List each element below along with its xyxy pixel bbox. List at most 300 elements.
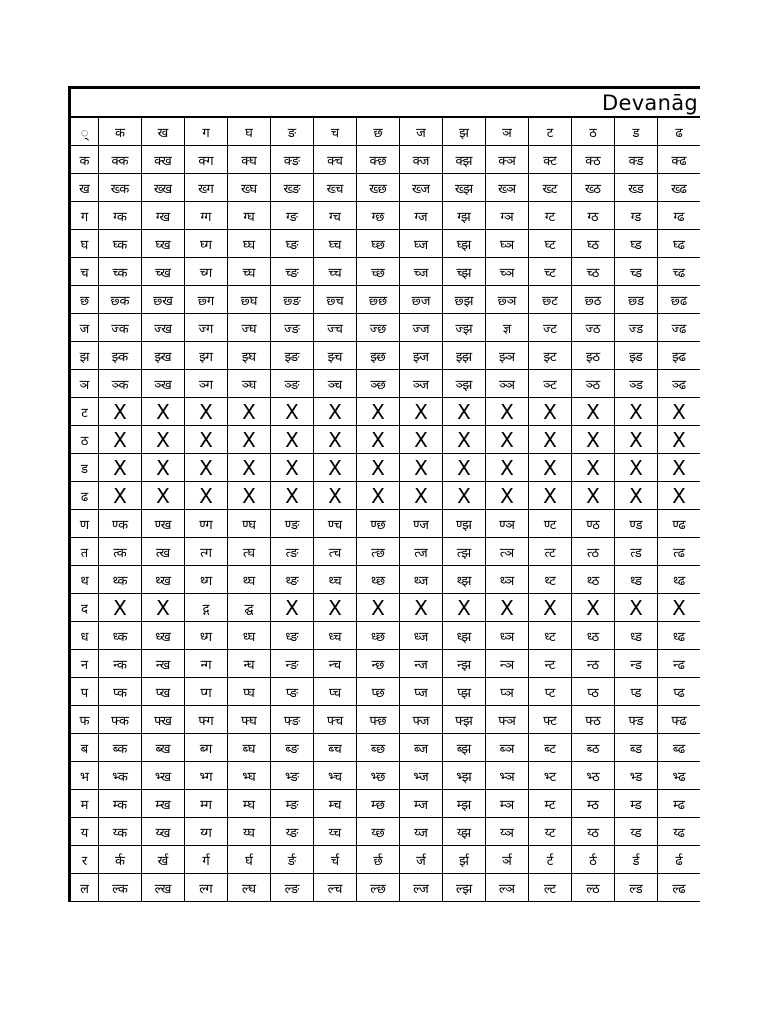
conjunct-cell: प्ख bbox=[142, 678, 185, 706]
conjunct-cell: त्छ bbox=[357, 538, 400, 566]
conjunct-cell: य्ञ bbox=[486, 818, 529, 846]
conjunct-cell: भ्ठ bbox=[572, 762, 615, 790]
unavailable-cell: X bbox=[486, 426, 529, 454]
conjunct-cell: झ्ग bbox=[185, 342, 228, 370]
conjunct-cell: ध्ठ bbox=[572, 622, 615, 650]
conjunct-cell: ण्छ bbox=[357, 510, 400, 538]
conjunct-cell: क्ज bbox=[400, 146, 443, 174]
table-row bbox=[70, 426, 701, 454]
unavailable-cell: X bbox=[99, 454, 142, 482]
conjunct-cell: प्ग bbox=[185, 678, 228, 706]
conjunct-cell: च्ख bbox=[142, 258, 185, 286]
conjunct-cell: घ्ढ bbox=[658, 230, 701, 258]
row-header: ञ bbox=[70, 370, 99, 398]
conjunct-cell: न्ग bbox=[185, 650, 228, 678]
conjunct-cell: प्ङ bbox=[271, 678, 314, 706]
conjunct-cell: ब्ङ bbox=[271, 734, 314, 762]
column-header-row bbox=[70, 118, 701, 146]
conjunct-cell: र्ख bbox=[142, 846, 185, 874]
conjunct-cell: घ्च bbox=[314, 230, 357, 258]
unavailable-cell: X bbox=[658, 454, 701, 482]
unavailable-cell: X bbox=[658, 426, 701, 454]
conjunct-cell: च्ज bbox=[400, 258, 443, 286]
conjunct-cell: प्ड bbox=[615, 678, 658, 706]
conjunct-cell: द्घ bbox=[228, 594, 271, 622]
conjunct-cell: फ्ख bbox=[142, 706, 185, 734]
table-row bbox=[70, 230, 701, 258]
conjunct-cell: ब्ख bbox=[142, 734, 185, 762]
unavailable-cell: X bbox=[400, 594, 443, 622]
conjunct-cell: ल्च bbox=[314, 874, 357, 902]
unavailable-cell: X bbox=[314, 594, 357, 622]
conjunct-cell: भ्ज bbox=[400, 762, 443, 790]
conjunct-cell: य्च bbox=[314, 818, 357, 846]
conjunct-cell: ज्झ bbox=[443, 314, 486, 342]
table-row bbox=[70, 202, 701, 230]
table-row bbox=[70, 538, 701, 566]
conjunct-cell: र्ढ bbox=[658, 846, 701, 874]
conjunct-cell: य्ग bbox=[185, 818, 228, 846]
conjunct-cell: ल्क bbox=[99, 874, 142, 902]
conjunct-cell: च्ट bbox=[529, 258, 572, 286]
row-header: ल bbox=[70, 874, 99, 902]
table-row bbox=[70, 650, 701, 678]
conjunct-cell: क्च bbox=[314, 146, 357, 174]
conjunct-cell: थ्ङ bbox=[271, 566, 314, 594]
conjunct-cell: ञ्छ bbox=[357, 370, 400, 398]
unavailable-cell: X bbox=[615, 398, 658, 426]
conjunct-cell: ण्ठ bbox=[572, 510, 615, 538]
conjunct-cell: य्ङ bbox=[271, 818, 314, 846]
conjunct-cell: च्ठ bbox=[572, 258, 615, 286]
conjunct-cell: ण्घ bbox=[228, 510, 271, 538]
conjunct-cell: ल्ग bbox=[185, 874, 228, 902]
page-title: Devanāg bbox=[602, 91, 698, 115]
conjunct-cell: झ्ढ bbox=[658, 342, 701, 370]
row-header: फ bbox=[70, 706, 99, 734]
conjunct-cell: म्ट bbox=[529, 790, 572, 818]
conjunct-cell: प्घ bbox=[228, 678, 271, 706]
conjunct-cell: ण्ढ bbox=[658, 510, 701, 538]
conjunct-cell: थ्ठ bbox=[572, 566, 615, 594]
conjunct-cell: ख्ञ bbox=[486, 174, 529, 202]
conjunct-cell: ग्ठ bbox=[572, 202, 615, 230]
conjunct-cell: फ्ड bbox=[615, 706, 658, 734]
unavailable-cell: X bbox=[271, 426, 314, 454]
unavailable-cell: X bbox=[615, 482, 658, 510]
conjunct-cell: भ्छ bbox=[357, 762, 400, 790]
conjunct-cell: थ्ग bbox=[185, 566, 228, 594]
conjunct-cell: फ्ञ bbox=[486, 706, 529, 734]
conjunct-cell: ग्ढ bbox=[658, 202, 701, 230]
unavailable-cell: X bbox=[658, 482, 701, 510]
table-row bbox=[70, 398, 701, 426]
row-header: ध bbox=[70, 622, 99, 650]
unavailable-cell: X bbox=[228, 426, 271, 454]
conjunct-cell: छ्ढ bbox=[658, 286, 701, 314]
conjunct-cell: भ्ग bbox=[185, 762, 228, 790]
conjunct-cell: ग्ङ bbox=[271, 202, 314, 230]
table-row bbox=[70, 566, 701, 594]
column-header: ट bbox=[529, 118, 572, 146]
table-row bbox=[70, 678, 701, 706]
conjunct-cell: ख्ठ bbox=[572, 174, 615, 202]
table-row bbox=[70, 342, 701, 370]
conjunct-cell: न्घ bbox=[228, 650, 271, 678]
conjunct-cell: ञ्ज bbox=[400, 370, 443, 398]
conjunct-cell: र्ड bbox=[615, 846, 658, 874]
conjunct-cell: प्ञ bbox=[486, 678, 529, 706]
conjunct-cell: र्झ bbox=[443, 846, 486, 874]
conjunct-cell: च्झ bbox=[443, 258, 486, 286]
conjunct-cell: ग्ज bbox=[400, 202, 443, 230]
unavailable-cell: X bbox=[99, 398, 142, 426]
conjunct-cell: क्ङ bbox=[271, 146, 314, 174]
conjunct-cell: फ्झ bbox=[443, 706, 486, 734]
conjunct-cell: ण्ञ bbox=[486, 510, 529, 538]
conjunct-cell: भ्क bbox=[99, 762, 142, 790]
conjunct-cell: ब्ज bbox=[400, 734, 443, 762]
unavailable-cell: X bbox=[271, 482, 314, 510]
conjunct-cell: फ्ट bbox=[529, 706, 572, 734]
conjunct-cell: ल्ङ bbox=[271, 874, 314, 902]
conjunct-cell: ल्झ bbox=[443, 874, 486, 902]
conjunct-cell: न्झ bbox=[443, 650, 486, 678]
conjunct-cell: भ्ट bbox=[529, 762, 572, 790]
conjunct-cell: ध्ख bbox=[142, 622, 185, 650]
conjunct-cell: न्ढ bbox=[658, 650, 701, 678]
conjunct-cell: ध्ढ bbox=[658, 622, 701, 650]
conjunct-cell: ज्ज bbox=[400, 314, 443, 342]
conjunct-cell: घ्ञ bbox=[486, 230, 529, 258]
conjunct-cell: क्क bbox=[99, 146, 142, 174]
conjunct-cell: ब्घ bbox=[228, 734, 271, 762]
conjunct-cell: ञ्ढ bbox=[658, 370, 701, 398]
conjunct-cell: ज्क bbox=[99, 314, 142, 342]
unavailable-cell: X bbox=[185, 454, 228, 482]
conjunct-cell: क्ञ bbox=[486, 146, 529, 174]
conjunct-table bbox=[68, 117, 700, 902]
conjunct-cell: ल्घ bbox=[228, 874, 271, 902]
conjunct-cell: ध्ञ bbox=[486, 622, 529, 650]
conjunct-cell: न्च bbox=[314, 650, 357, 678]
conjunct-cell: द्ग bbox=[185, 594, 228, 622]
conjunct-cell: क्ख bbox=[142, 146, 185, 174]
conjunct-cell: घ्ग bbox=[185, 230, 228, 258]
conjunct-cell: त्ज bbox=[400, 538, 443, 566]
conjunct-cell: भ्घ bbox=[228, 762, 271, 790]
unavailable-cell: X bbox=[99, 594, 142, 622]
conjunct-cell: म्झ bbox=[443, 790, 486, 818]
conjunct-cell: ग्घ bbox=[228, 202, 271, 230]
conjunct-cell: ब्छ bbox=[357, 734, 400, 762]
conjunct-cell: फ्ठ bbox=[572, 706, 615, 734]
conjunct-cell: ख्छ bbox=[357, 174, 400, 202]
corner-cell: ् bbox=[70, 118, 99, 146]
conjunct-cell: प्क bbox=[99, 678, 142, 706]
unavailable-cell: X bbox=[314, 426, 357, 454]
conjunct-cell: म्घ bbox=[228, 790, 271, 818]
conjunct-cell: ख्ग bbox=[185, 174, 228, 202]
conjunct-cell: ण्क bbox=[99, 510, 142, 538]
conjunct-cell: फ्ढ bbox=[658, 706, 701, 734]
conjunct-cell: ण्ट bbox=[529, 510, 572, 538]
conjunct-cell: ध्क bbox=[99, 622, 142, 650]
unavailable-cell: X bbox=[314, 398, 357, 426]
conjunct-cell: ज्ढ bbox=[658, 314, 701, 342]
conjunct-cell: घ्ड bbox=[615, 230, 658, 258]
conjunct-cell: म्ड bbox=[615, 790, 658, 818]
conjunct-cell: प्झ bbox=[443, 678, 486, 706]
conjunct-cell: प्छ bbox=[357, 678, 400, 706]
conjunct-cell: थ्च bbox=[314, 566, 357, 594]
table-row bbox=[70, 314, 701, 342]
conjunct-cell: छ्ञ bbox=[486, 286, 529, 314]
conjunct-cell: ज्ञ bbox=[486, 314, 529, 342]
conjunct-cell: त्क bbox=[99, 538, 142, 566]
conjunct-cell: ञ्ङ bbox=[271, 370, 314, 398]
table-row bbox=[70, 874, 701, 902]
unavailable-cell: X bbox=[142, 482, 185, 510]
conjunct-cell: म्ञ bbox=[486, 790, 529, 818]
conjunct-cell: छ्ज bbox=[400, 286, 443, 314]
column-header: ज bbox=[400, 118, 443, 146]
conjunct-cell: न्ज bbox=[400, 650, 443, 678]
conjunct-cell: ज्ग bbox=[185, 314, 228, 342]
unavailable-cell: X bbox=[185, 398, 228, 426]
conjunct-cell: र्ट bbox=[529, 846, 572, 874]
conjunct-cell: ण्ड bbox=[615, 510, 658, 538]
table-row bbox=[70, 482, 701, 510]
conjunct-cell: थ्ख bbox=[142, 566, 185, 594]
conjunct-cell: ञ्च bbox=[314, 370, 357, 398]
conjunct-cell: ल्छ bbox=[357, 874, 400, 902]
conjunct-cell: म्छ bbox=[357, 790, 400, 818]
table-row bbox=[70, 734, 701, 762]
conjunct-cell: ख्झ bbox=[443, 174, 486, 202]
conjunct-cell: भ्झ bbox=[443, 762, 486, 790]
conjunct-cell: ग्च bbox=[314, 202, 357, 230]
conjunct-cell: ख्ट bbox=[529, 174, 572, 202]
conjunct-cell: छ्ङ bbox=[271, 286, 314, 314]
table-row bbox=[70, 146, 701, 174]
unavailable-cell: X bbox=[529, 454, 572, 482]
conjunct-cell: ण्ख bbox=[142, 510, 185, 538]
conjunct-cell: ख्च bbox=[314, 174, 357, 202]
row-header: छ bbox=[70, 286, 99, 314]
unavailable-cell: X bbox=[142, 426, 185, 454]
conjunct-cell: न्ख bbox=[142, 650, 185, 678]
row-header: ट bbox=[70, 398, 99, 426]
table-row bbox=[70, 762, 701, 790]
conjunct-cell: छ्ट bbox=[529, 286, 572, 314]
row-header: त bbox=[70, 538, 99, 566]
conjunct-cell: घ्ख bbox=[142, 230, 185, 258]
conjunct-cell: ध्च bbox=[314, 622, 357, 650]
conjunct-cell: भ्ढ bbox=[658, 762, 701, 790]
conjunct-cell: य्ट bbox=[529, 818, 572, 846]
unavailable-cell: X bbox=[443, 594, 486, 622]
unavailable-cell: X bbox=[271, 594, 314, 622]
unavailable-cell: X bbox=[400, 482, 443, 510]
column-header: च bbox=[314, 118, 357, 146]
conjunct-cell: ग्क bbox=[99, 202, 142, 230]
conjunct-cell: ज्च bbox=[314, 314, 357, 342]
conjunct-cell: प्ट bbox=[529, 678, 572, 706]
unavailable-cell: X bbox=[400, 454, 443, 482]
table-row bbox=[70, 510, 701, 538]
conjunct-cell: क्छ bbox=[357, 146, 400, 174]
unavailable-cell: X bbox=[271, 454, 314, 482]
conjunct-cell: झ्घ bbox=[228, 342, 271, 370]
row-header: ग bbox=[70, 202, 99, 230]
unavailable-cell: X bbox=[615, 426, 658, 454]
conjunct-cell: ब्ग bbox=[185, 734, 228, 762]
unavailable-cell: X bbox=[443, 454, 486, 482]
row-header: ख bbox=[70, 174, 99, 202]
conjunct-cell: ब्ट bbox=[529, 734, 572, 762]
conjunct-cell: घ्घ bbox=[228, 230, 271, 258]
unavailable-cell: X bbox=[486, 454, 529, 482]
table-row bbox=[70, 622, 701, 650]
conjunct-cell: ब्ञ bbox=[486, 734, 529, 762]
row-header: ज bbox=[70, 314, 99, 342]
conjunct-cell: ख्ड bbox=[615, 174, 658, 202]
conjunct-cell: थ्ड bbox=[615, 566, 658, 594]
conjunct-cell: ब्ढ bbox=[658, 734, 701, 762]
conjunct-cell: ञ्ग bbox=[185, 370, 228, 398]
row-header: र bbox=[70, 846, 99, 874]
unavailable-cell: X bbox=[142, 594, 185, 622]
conjunct-cell: प्ज bbox=[400, 678, 443, 706]
conjunct-cell: य्ज bbox=[400, 818, 443, 846]
conjunct-cell: फ्ज bbox=[400, 706, 443, 734]
unavailable-cell: X bbox=[228, 482, 271, 510]
conjunct-cell: ब्झ bbox=[443, 734, 486, 762]
conjunct-cell: झ्क bbox=[99, 342, 142, 370]
conjunct-cell: झ्ञ bbox=[486, 342, 529, 370]
conjunct-cell: र्छ bbox=[357, 846, 400, 874]
conjunct-cell: क्ठ bbox=[572, 146, 615, 174]
conjunct-cell: च्क bbox=[99, 258, 142, 286]
conjunct-cell: ज्ङ bbox=[271, 314, 314, 342]
conjunct-cell: भ्ङ bbox=[271, 762, 314, 790]
unavailable-cell: X bbox=[400, 398, 443, 426]
conjunct-cell: ञ्घ bbox=[228, 370, 271, 398]
conjunct-cell: ञ्ड bbox=[615, 370, 658, 398]
conjunct-cell: ध्छ bbox=[357, 622, 400, 650]
unavailable-cell: X bbox=[529, 426, 572, 454]
conjunct-cell: थ्ञ bbox=[486, 566, 529, 594]
row-header: न bbox=[70, 650, 99, 678]
conjunct-cell: त्ढ bbox=[658, 538, 701, 566]
column-header: ङ bbox=[271, 118, 314, 146]
conjunct-cell: भ्ख bbox=[142, 762, 185, 790]
conjunct-cell: ख्ख bbox=[142, 174, 185, 202]
column-header: छ bbox=[357, 118, 400, 146]
unavailable-cell: X bbox=[443, 398, 486, 426]
conjunct-cell: च्ड bbox=[615, 258, 658, 286]
conjunct-cell: य्ढ bbox=[658, 818, 701, 846]
unavailable-cell: X bbox=[314, 482, 357, 510]
conjunct-cell: ख्क bbox=[99, 174, 142, 202]
conjunct-cell: ण्च bbox=[314, 510, 357, 538]
row-header: ढ bbox=[70, 482, 99, 510]
row-header: म bbox=[70, 790, 99, 818]
column-header: ग bbox=[185, 118, 228, 146]
conjunct-cell: छ्ग bbox=[185, 286, 228, 314]
conjunct-cell: ज्ठ bbox=[572, 314, 615, 342]
conjunct-cell: ज्ख bbox=[142, 314, 185, 342]
conjunct-cell: छ्छ bbox=[357, 286, 400, 314]
conjunct-cell: म्क bbox=[99, 790, 142, 818]
conjunct-cell: प्च bbox=[314, 678, 357, 706]
conjunct-cell: थ्झ bbox=[443, 566, 486, 594]
conjunct-cell: ञ्ठ bbox=[572, 370, 615, 398]
row-header: द bbox=[70, 594, 99, 622]
column-header: ख bbox=[142, 118, 185, 146]
conjunct-cell: फ्क bbox=[99, 706, 142, 734]
conjunct-cell: न्ट bbox=[529, 650, 572, 678]
conjunct-cell: फ्घ bbox=[228, 706, 271, 734]
conjunct-cell: ध्ज bbox=[400, 622, 443, 650]
conjunct-cell: र्ञ bbox=[486, 846, 529, 874]
conjunct-cell: फ्ङ bbox=[271, 706, 314, 734]
conjunct-cell: ब्क bbox=[99, 734, 142, 762]
unavailable-cell: X bbox=[486, 398, 529, 426]
row-header: च bbox=[70, 258, 99, 286]
table-row bbox=[70, 846, 701, 874]
conjunct-cell: म्ढ bbox=[658, 790, 701, 818]
conjunct-cell: भ्ड bbox=[615, 762, 658, 790]
conjunct-cell: क्ड bbox=[615, 146, 658, 174]
unavailable-cell: X bbox=[142, 398, 185, 426]
conjunct-cell: य्झ bbox=[443, 818, 486, 846]
conjunct-cell: झ्च bbox=[314, 342, 357, 370]
unavailable-cell: X bbox=[443, 426, 486, 454]
conjunct-cell: छ्ठ bbox=[572, 286, 615, 314]
conjunct-cell: घ्ज bbox=[400, 230, 443, 258]
conjunct-cell: म्ग bbox=[185, 790, 228, 818]
conjunct-cell: ण्ग bbox=[185, 510, 228, 538]
conjunct-cell: य्ख bbox=[142, 818, 185, 846]
unavailable-cell: X bbox=[357, 426, 400, 454]
conjunct-cell: त्च bbox=[314, 538, 357, 566]
conjunct-cell: ञ्ट bbox=[529, 370, 572, 398]
conjunct-cell: झ्ट bbox=[529, 342, 572, 370]
unavailable-cell: X bbox=[271, 398, 314, 426]
column-header: ड bbox=[615, 118, 658, 146]
conjunct-cell: ण्झ bbox=[443, 510, 486, 538]
unavailable-cell: X bbox=[185, 426, 228, 454]
conjunct-cell: ध्ङ bbox=[271, 622, 314, 650]
conjunct-cell: घ्ङ bbox=[271, 230, 314, 258]
conjunct-cell: ल्ञ bbox=[486, 874, 529, 902]
row-header: प bbox=[70, 678, 99, 706]
conjunct-cell: ध्घ bbox=[228, 622, 271, 650]
conjunct-cell: छ्क bbox=[99, 286, 142, 314]
conjunct-cell: न्क bbox=[99, 650, 142, 678]
conjunct-cell: ञ्क bbox=[99, 370, 142, 398]
unavailable-cell: X bbox=[185, 482, 228, 510]
conjunct-cell: र्च bbox=[314, 846, 357, 874]
conjunct-cell: च्छ bbox=[357, 258, 400, 286]
conjunct-cell: घ्छ bbox=[357, 230, 400, 258]
unavailable-cell: X bbox=[529, 594, 572, 622]
conjunct-cell: च्ग bbox=[185, 258, 228, 286]
conjunct-cell: ग्ट bbox=[529, 202, 572, 230]
conjunct-cell: झ्ठ bbox=[572, 342, 615, 370]
